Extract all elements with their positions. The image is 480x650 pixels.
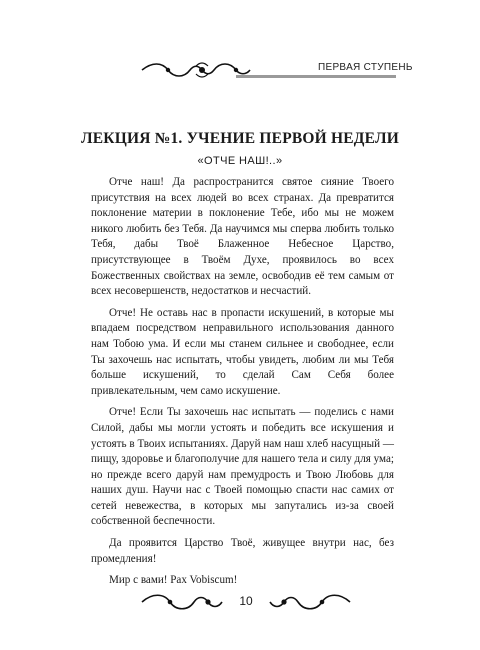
- paragraph: Отче! Не оставь нас в пропасти искушений, в которые мы впадаем посредством неправильного использования данного нам Тобою ума. И если мы станем сильнее и свободнее, если Ты захочешь нас испытать, чтобы увидеть, любим ли мы Тебя больше искушений, то сделай Сам Себя более привлекательным, чем само искушение.: [91, 306, 394, 397]
- chapter-title: ЛЕКЦИЯ №1. УЧЕНИЕ ПЕРВОЙ НЕДЕЛИ: [81, 130, 399, 147]
- page-number: 10: [228, 594, 264, 608]
- body-text: [91, 175, 394, 595]
- paragraph: Да проявится Царство Твоё, живущее внутри нас, без промедления!: [91, 537, 394, 565]
- running-head: ПЕРВАЯ СТУПЕНЬ: [318, 62, 413, 73]
- paragraph: Отче! Если Ты захочешь нас испытать — поделись с нами Силой, дабы мы могли устоять и победить все искушения и устоять в Твоих испытаниях. Даруй нам наш хлеб насущный — пищу, здоровье и благополучие для нашего тела и силу для ума; но прежде всего даруй нам премудрость и Твою Любовь для наших душ. Научи нас с Твоей помощью спасти нас самих от сетей невежества, в которых мы запутались из-за своей собственной беспечности.: [91, 406, 394, 528]
- paragraph: Отче наш! Да распространится святое сияние Твоего присутствия на всех людей во всех странах. Да превратится поклонение материи в поклонение Тебе, ибо мы не можем никого любить без Тебя. Да научимся мы сперва любить только Тебя, дабы Твоё Блаженное Небесное Царство, присутствующее в Твоём Духе, проявилось во всех Божественных свойствах на земле, освободив её тем самым от всех несовершенств, недостатков и несчастий.: [91, 176, 394, 298]
- paragraph: Мир с вами! Pax Vobiscum!: [109, 574, 238, 587]
- header-rule: [236, 75, 396, 78]
- page-footer: [136, 590, 356, 614]
- chapter-subtitle: «ОТЧЕ НАШ!..»: [197, 155, 283, 167]
- running-header: [138, 60, 413, 80]
